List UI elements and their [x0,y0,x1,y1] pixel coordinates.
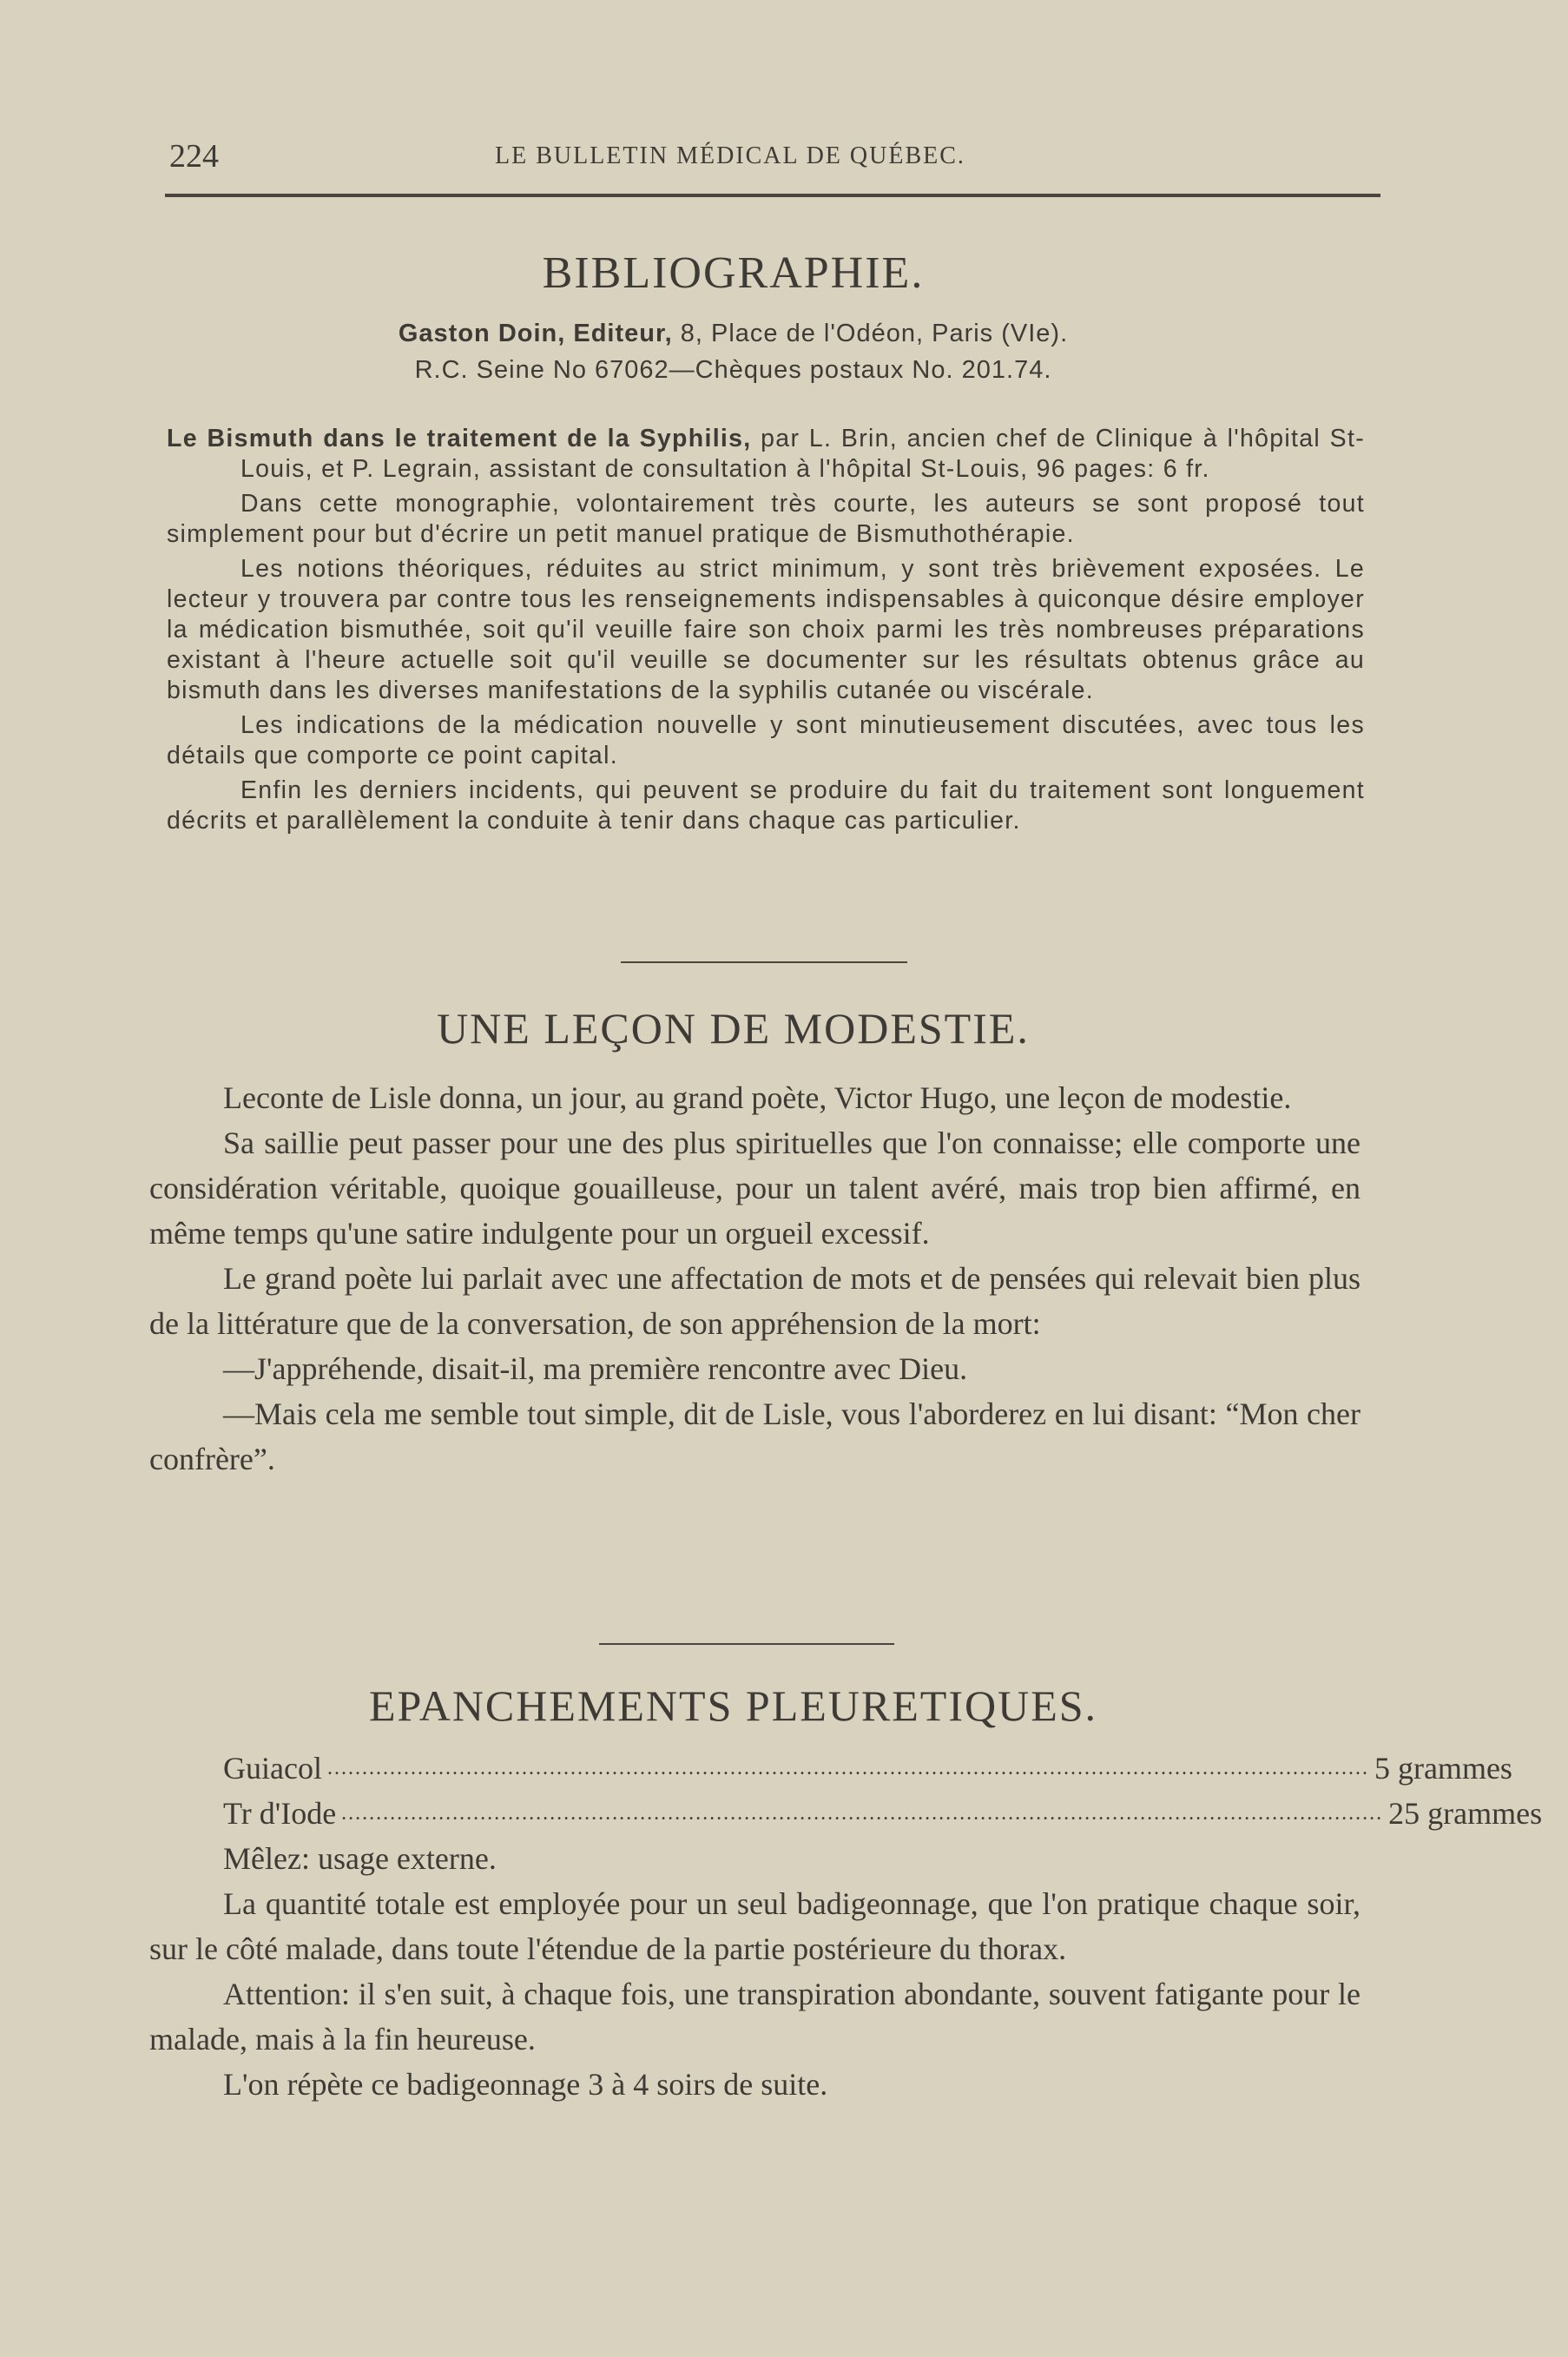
epanchements-paragraph: L'on répète ce badigeonnage 3 à 4 soirs de suite. [223,2067,828,2102]
header-rule [165,194,1380,197]
epanchements-title: EPANCHEMENTS PLEURETIQUES. [368,1681,1098,1730]
book-title: Le Bismuth dans le traitement de la Syphilis, [167,425,752,452]
ingredient-name: Guiacol [223,1751,322,1786]
epanchements-paragraph: Attention: il s'en suit, à chaque fois, une transpiration abondante, souvent fatigante pour le malade, mais à la fin heureuse. [149,1977,1360,2057]
publisher-name: Gaston Doin, Editeur, [398,320,673,347]
ingredient-quantity: 25 grammes [1388,1796,1543,1831]
section-divider [599,1643,894,1645]
dot-leader: ...................................................................................................................................................... [326,1757,1369,1779]
review-paragraph: Les indications de la médication nouvelle y sont minutieusement discutées, avec tous les détails que comporte ce point capital. [167,711,1365,769]
bibliographie-title: BIBLIOGRAPHIE. [542,248,925,298]
modestie-paragraph: Leconte de Lisle donna, un jour, au grand poète, Victor Hugo, une leçon de modestie. [223,1080,1292,1115]
publisher-address: 8, Place de l'Odéon, Paris (VIe). [672,320,1069,347]
ingredient-name: Tr d'Iode [223,1796,337,1831]
review-paragraph: Les notions théoriques, réduites au strict minimum, y sont très brièvement exposées. Le lecteur y trouvera par contre tous les renseignements indispensables à quiconque désire employer la médication bismuthée, soit qu'il veuille faire son choix parmi les très nombreuses préparations existant à l'heure actuelle soit qu'il veuille se documenter sur les résultats obtenus grâce au bismuth dans les diverses manifestations de la syphilis cutanée ou viscérale. [167,555,1365,704]
book-details: par L. Brin, ancien chef de Clinique à l'hôpital St-Louis, et P. Legrain, assistant de consultation à l'hôpital St-Louis, 96 pages: 6 fr. [240,425,1365,483]
epanchements-paragraph: Mêlez: usage externe. [223,1841,497,1876]
section-divider [621,961,907,963]
review-paragraph: Enfin les derniers incidents, qui peuvent se produire du fait du traitement sont longuement décrits et parallèlement la conduite à tenir dans chaque cas particulier. [167,776,1365,835]
modestie-paragraph: —J'appréhende, disait-il, ma première rencontre avec Dieu. [223,1351,968,1386]
publisher-line-1 [0,320,1466,348]
epanchements-paragraph: La quantité totale est employée pour un seul badigeonnage, que l'on pratique chaque soir, sur le côté malade, dans toute l'étendue de la partie postérieure du thorax. [149,1886,1360,1966]
review-paragraph: Dans cette monographie, volontairement très courte, les auteurs se sont proposé tout simplement pour but d'écrire un petit manuel pratique de Bismuthothérapie. [167,490,1365,548]
modestie-title: UNE LEÇON DE MODESTIE. [437,1004,1030,1053]
page-header [169,137,1380,189]
epanchements-body [149,1746,1543,2107]
running-title: LE BULLETIN MÉDICAL DE QUÉBEC. [495,142,965,169]
recipe-line [149,1791,1543,1836]
modestie-paragraph: Sa saillie peut passer pour une des plus spirituelles que l'on connaisse; elle comporte une considération véritable, quoique gouailleuse, pour un talent avéré, mais trop bien affirmé, en même temps qu'une satire indulgente pour un orgueil excessif. [149,1126,1360,1251]
page-number: 224 [169,138,219,175]
bibliographie-entry [167,424,1365,841]
modestie-body [149,1075,1360,1482]
dot-leader: ...................................................................................................................................................... [341,1802,1384,1825]
ingredient-quantity: 5 grammes [1374,1751,1512,1786]
modestie-paragraph: Le grand poète lui parlait avec une affectation de mots et de pensées qui relevait bien plus de la littérature que de la conversation, de son appréhension de la mort: [149,1261,1360,1341]
publisher-line-2: R.C. Seine No 67062—Chèques postaux No. 201.74. [414,356,1052,384]
recipe-line [149,1746,1512,1791]
book-reference [167,424,1365,485]
modestie-paragraph: —Mais cela me semble tout simple, dit de Lisle, vous l'aborderez en lui disant: “Mon cher confrère”. [149,1396,1360,1476]
